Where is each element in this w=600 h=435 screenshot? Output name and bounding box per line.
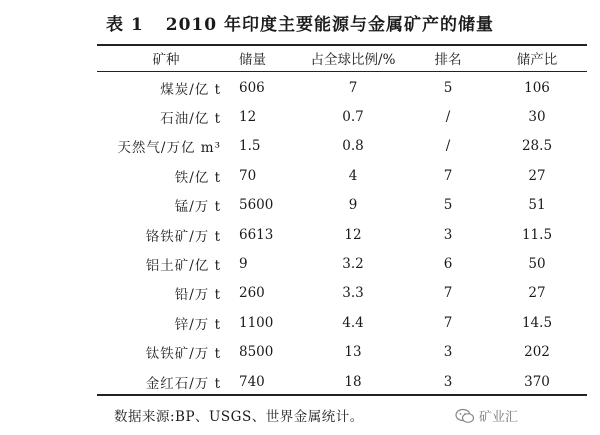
cell-reserve: 8500 [239, 344, 274, 361]
cell-share: 12 [344, 226, 362, 243]
table-row [97, 308, 587, 337]
cell-share: 0.7 [342, 109, 364, 126]
wechat-icon [455, 408, 475, 424]
table-row [97, 338, 587, 367]
cell-ratio: 51 [528, 197, 546, 214]
cell-mineral: 煤炭/亿 t [160, 81, 221, 98]
cell-mineral: 铬铁矿/万 t [145, 228, 221, 245]
watermark-text: 矿业汇 [479, 410, 519, 425]
cell-mineral: 石油/亿 t [160, 111, 221, 128]
cell-ratio: 30 [528, 109, 546, 126]
header-share: 占全球比例/% [310, 52, 396, 68]
cell-rank: 7 [443, 314, 453, 331]
cell-ratio: 202 [524, 344, 550, 361]
cell-mineral: 锰/万 t [174, 199, 221, 216]
cell-ratio: 11.5 [521, 226, 553, 243]
cell-mineral: 钛铁矿/万 t [145, 346, 221, 363]
cell-rank: 3 [443, 344, 453, 361]
table-row [97, 367, 587, 396]
cell-share: 3.2 [342, 256, 364, 273]
cell-reserve: 5600 [239, 197, 274, 214]
table-row [97, 279, 587, 308]
cell-reserve: 1.5 [239, 138, 261, 155]
table-row [97, 161, 587, 190]
header-row [97, 45, 587, 71]
table-row [97, 71, 587, 102]
cell-mineral: 天然气/万亿 m³ [117, 140, 221, 157]
table-row [97, 191, 587, 220]
cell-share: 7 [348, 79, 358, 96]
cell-rank: / [445, 109, 451, 126]
cell-mineral: 金红石/万 t [145, 375, 221, 392]
cell-mineral: 铁/亿 t [174, 169, 221, 186]
header-ratio: 储产比 [516, 52, 558, 68]
cell-rank: / [445, 138, 451, 155]
cell-reserve: 12 [239, 109, 257, 126]
cell-ratio: 27 [528, 167, 546, 184]
cell-ratio: 50 [528, 256, 546, 273]
cell-rank: 5 [443, 79, 453, 96]
cell-ratio: 14.5 [521, 314, 553, 331]
cell-ratio: 106 [524, 79, 550, 96]
cell-share: 18 [344, 373, 362, 390]
cell-share: 9 [348, 197, 358, 214]
cell-reserve: 9 [239, 256, 248, 273]
cell-reserve: 70 [239, 167, 257, 184]
cell-mineral: 锌/万 t [174, 316, 221, 333]
cell-share: 4 [348, 167, 358, 184]
cell-ratio: 370 [524, 373, 550, 390]
cell-rank: 3 [443, 226, 453, 243]
cell-rank: 6 [443, 256, 453, 273]
cell-reserve: 6613 [239, 226, 274, 243]
cell-rank: 3 [443, 373, 453, 390]
cell-share: 4.4 [342, 314, 364, 331]
reserves-table [97, 45, 587, 396]
cell-reserve: 1100 [239, 314, 274, 331]
cell-rank: 5 [443, 197, 453, 214]
cell-share: 3.3 [342, 285, 364, 302]
cell-mineral: 铝土矿/亿 t [145, 258, 221, 275]
table-row [97, 102, 587, 131]
cell-share: 0.8 [342, 138, 364, 155]
header-rank: 排名 [434, 52, 462, 68]
data-source-note: 数据来源:BP、USGS、世界金属统计。 [114, 409, 364, 425]
cell-reserve: 740 [239, 373, 265, 390]
header-mineral: 矿种 [152, 52, 180, 68]
cell-mineral: 铅/万 t [174, 287, 221, 304]
cell-rank: 7 [443, 167, 453, 184]
table-caption: 2010 年印度主要能源与金属矿产的储量 [165, 15, 494, 35]
table-row [97, 132, 587, 161]
watermark [455, 406, 518, 425]
table-title [0, 10, 600, 35]
table-row [97, 249, 587, 278]
cell-share: 13 [344, 344, 362, 361]
cell-ratio: 27 [528, 285, 546, 302]
table-number: 表 1 [106, 15, 144, 35]
header-reserve: 储量 [239, 52, 266, 68]
table-row [97, 220, 587, 249]
cell-reserve: 260 [239, 285, 265, 302]
cell-reserve: 606 [239, 79, 265, 96]
cell-ratio: 28.5 [521, 138, 553, 155]
cell-rank: 7 [443, 285, 453, 302]
